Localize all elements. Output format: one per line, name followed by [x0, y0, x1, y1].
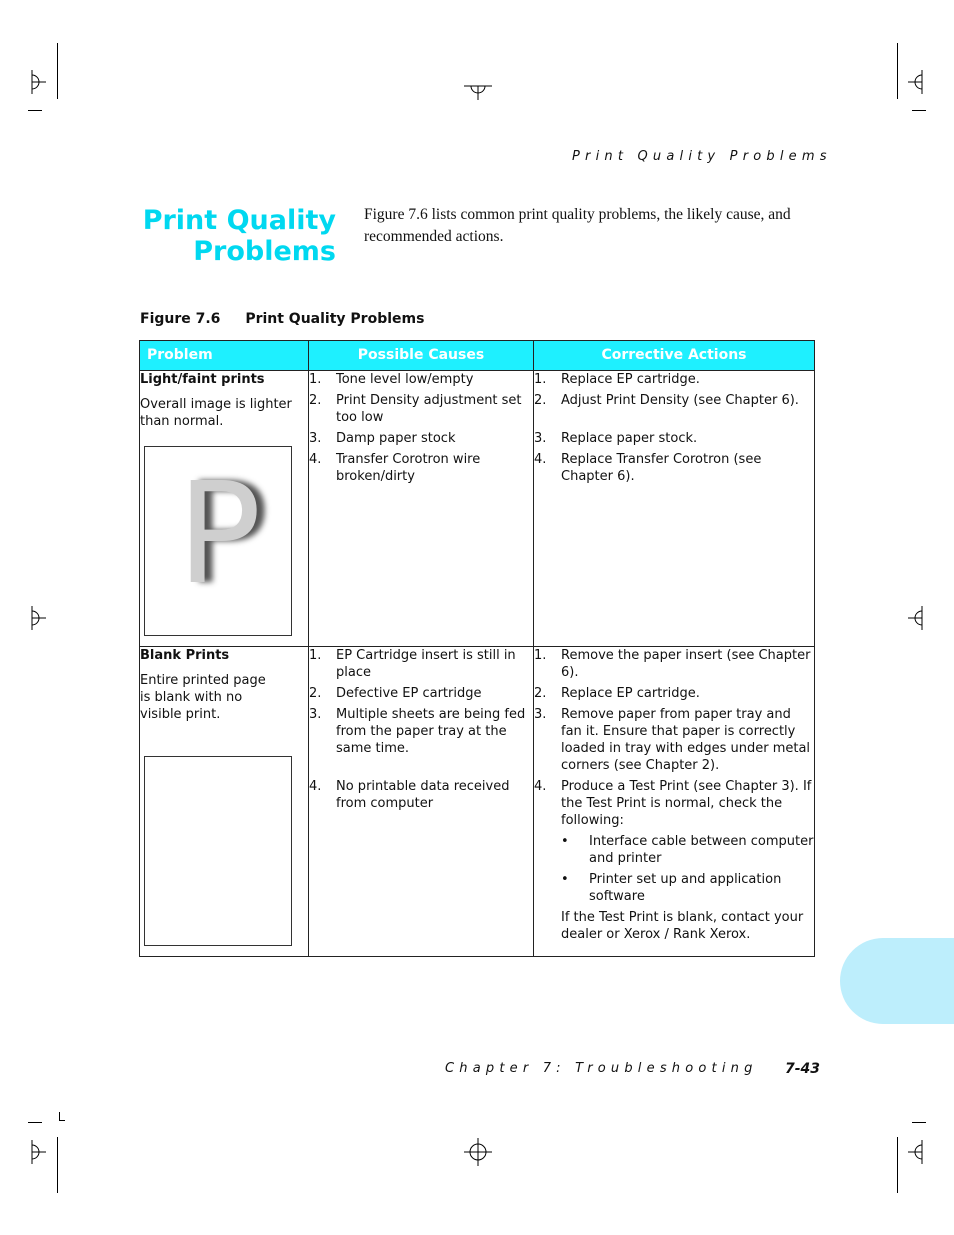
faint-print-sample [144, 446, 292, 636]
problem-description: Overall image is lighter than normal. [140, 397, 292, 429]
list-item: 2. Print Density adjustment set too low [309, 393, 522, 425]
actions-cell [534, 371, 815, 647]
table-header-row [140, 341, 815, 371]
list-item: 3. Multiple sheets are being fed from the paper tray at the same time. [309, 707, 526, 756]
list-item: 2. Adjust Print Density (see Chapter 6). [534, 393, 799, 408]
figure-caption [140, 311, 444, 327]
causes-cell [309, 647, 534, 957]
list-item: 3. Replace paper stock. [534, 431, 698, 446]
chapter-thumb-tab [840, 938, 954, 1024]
list-item: 3. Damp paper stock [309, 431, 456, 446]
list-item: 1. Remove the paper insert (see Chapter 6). [534, 648, 811, 680]
title-line: Problems [193, 236, 336, 267]
registration-mark-icon [908, 70, 930, 94]
list-item: 4. Produce a Test Print (see Chapter 3). If the Test Print is normal, check the following: • Interface cable between computer and printer • Printer set up and application software If the Test Print is blank, contact your dealer or Xerox / Rank Xerox. [534, 779, 814, 942]
bullet-item: • Interface cable between computer and printer [561, 834, 814, 866]
column-header: Possible Causes [309, 341, 534, 371]
after-bullets-note: If the Test Print is blank, contact your dealer or Xerox / Rank Xerox. [561, 910, 804, 942]
registration-mark-icon [24, 70, 46, 94]
problems-table [139, 340, 815, 957]
page-title [140, 205, 336, 267]
problem-cell [140, 371, 309, 647]
list-item: 4. No printable data received from computer [309, 779, 510, 811]
footer-chapter: Chapter 7: Troubleshooting [445, 1061, 758, 1076]
figure-number: Figure 7.6 [140, 311, 221, 327]
list-item: 4. Replace Transfer Corotron (see Chapter 6). [534, 452, 762, 484]
column-header: Problem [140, 341, 309, 371]
registration-mark-icon [908, 606, 930, 630]
figure-title: Print Quality Problems [245, 311, 425, 327]
table-row [140, 647, 815, 957]
problem-cell [140, 647, 309, 957]
registration-mark-icon [464, 78, 492, 100]
problem-description: Entire printed page is blank with no visible print. [140, 673, 266, 722]
intro-paragraph: Figure 7.6 lists common print quality problems, the likely cause, and recommended actions. [364, 206, 791, 245]
problem-name: Light/faint prints [140, 372, 265, 387]
running-head: Print Quality Problems [572, 149, 832, 164]
list-item: 3. Remove paper from paper tray and fan it. Ensure that paper is correctly loaded in tray with edges under metal corners (see Chapter 2). [534, 707, 811, 773]
problem-name: Blank Prints [140, 648, 230, 663]
column-header: Corrective Actions [534, 341, 815, 371]
bullet-item: • Printer set up and application software [561, 872, 782, 904]
list-item: 1. EP Cartridge insert is still in place [309, 648, 516, 680]
registration-mark-icon [464, 1138, 492, 1166]
list-item: 4. Transfer Corotron wire broken/dirty [309, 452, 481, 484]
list-item: 2. Defective EP cartridge [309, 686, 482, 701]
sample-glyph: P [177, 453, 262, 616]
registration-mark-icon [24, 606, 46, 630]
list-item: 1. Replace EP cartridge. [534, 372, 700, 387]
registration-mark-icon [908, 1140, 930, 1164]
table-row [140, 371, 815, 647]
list-item: 1. Tone level low/empty [309, 372, 474, 387]
registration-mark-icon [24, 1140, 46, 1164]
page-number: 7-43 [785, 1061, 821, 1077]
list-item: 2. Replace EP cartridge. [534, 686, 700, 701]
actions-cell [534, 647, 815, 957]
blank-print-sample [144, 756, 292, 946]
causes-cell [309, 371, 534, 647]
title-line: Print Quality [142, 205, 336, 236]
